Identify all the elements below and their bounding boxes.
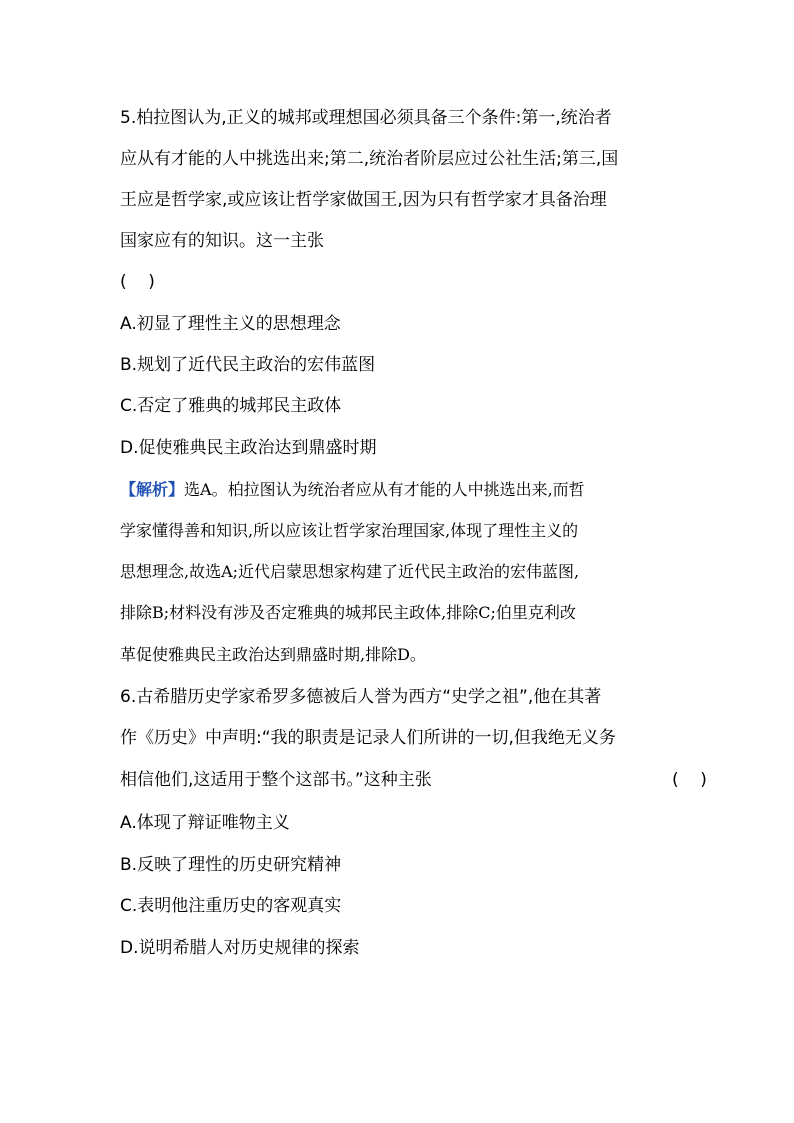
q5-option-b: B.规划了近代民主政治的宏伟蓝图 <box>120 355 376 375</box>
q5-stem-line-3: 王应是哲学家,或应该让哲学家做国王,因为只有哲学家才具备治理 <box>120 190 607 210</box>
q6-answer-blank: ( ) <box>672 770 707 790</box>
q6-stem-line-2: 作《历史》中声明:“我的职责是记录人们所讲的一切,但我绝无义务 <box>120 728 616 748</box>
q5-analysis-text-1: 选A。柏拉图认为统治者应从有才能的人中挑选出来,而哲 <box>184 480 585 499</box>
q5-analysis-line-5: 革促使雅典民主政治达到鼎盛时期,排除D。 <box>120 645 426 664</box>
q5-answer-blank: ( ) <box>120 272 155 292</box>
q5-analysis-line-2: 学家懂得善和知识,所以应该让哲学家治理国家,体现了理性主义的 <box>120 521 579 540</box>
q5-stem-line-1: 5.柏拉图认为,正义的城邦或理想国必须具备三个条件:第一,统治者 <box>120 108 612 128</box>
q6-option-c: C.表明他注重历史的客观真实 <box>120 896 342 916</box>
q6-option-b: B.反映了理性的历史研究精神 <box>120 855 342 875</box>
q5-option-a: A.初显了理性主义的思想理念 <box>120 314 341 334</box>
q6-option-d: D.说明希腊人对历史规律的探索 <box>120 938 360 958</box>
q6-stem-line-1: 6.古希腊历史学家希罗多德被后人誉为西方“史学之祖”,他在其著 <box>120 687 602 707</box>
q5-stem-line-2: 应从有才能的人中挑选出来;第二,统治者阶层应过公社生活;第三,国 <box>120 149 619 169</box>
q5-option-c: C.否定了雅典的城邦民主政体 <box>120 396 342 416</box>
q6-option-a: A.体现了辩证唯物主义 <box>120 813 290 833</box>
q5-option-d: D.促使雅典民主政治达到鼎盛时期 <box>120 438 377 458</box>
q5-analysis-line-4: 排除B;材料没有涉及否定雅典的城邦民主政体,排除C;伯里克利改 <box>120 603 576 622</box>
q5-analysis-line-1 <box>120 478 585 502</box>
q5-stem-line-4: 国家应有的知识。这一主张 <box>120 231 324 251</box>
q6-stem-line-3: 相信他们,这适用于整个这部书。”这种主张 <box>120 770 432 790</box>
q5-analysis-line-3: 思想理念,故选A;近代启蒙思想家构建了近代民主政治的宏伟蓝图, <box>120 562 580 581</box>
analysis-tag: 【解析】 <box>120 480 185 499</box>
